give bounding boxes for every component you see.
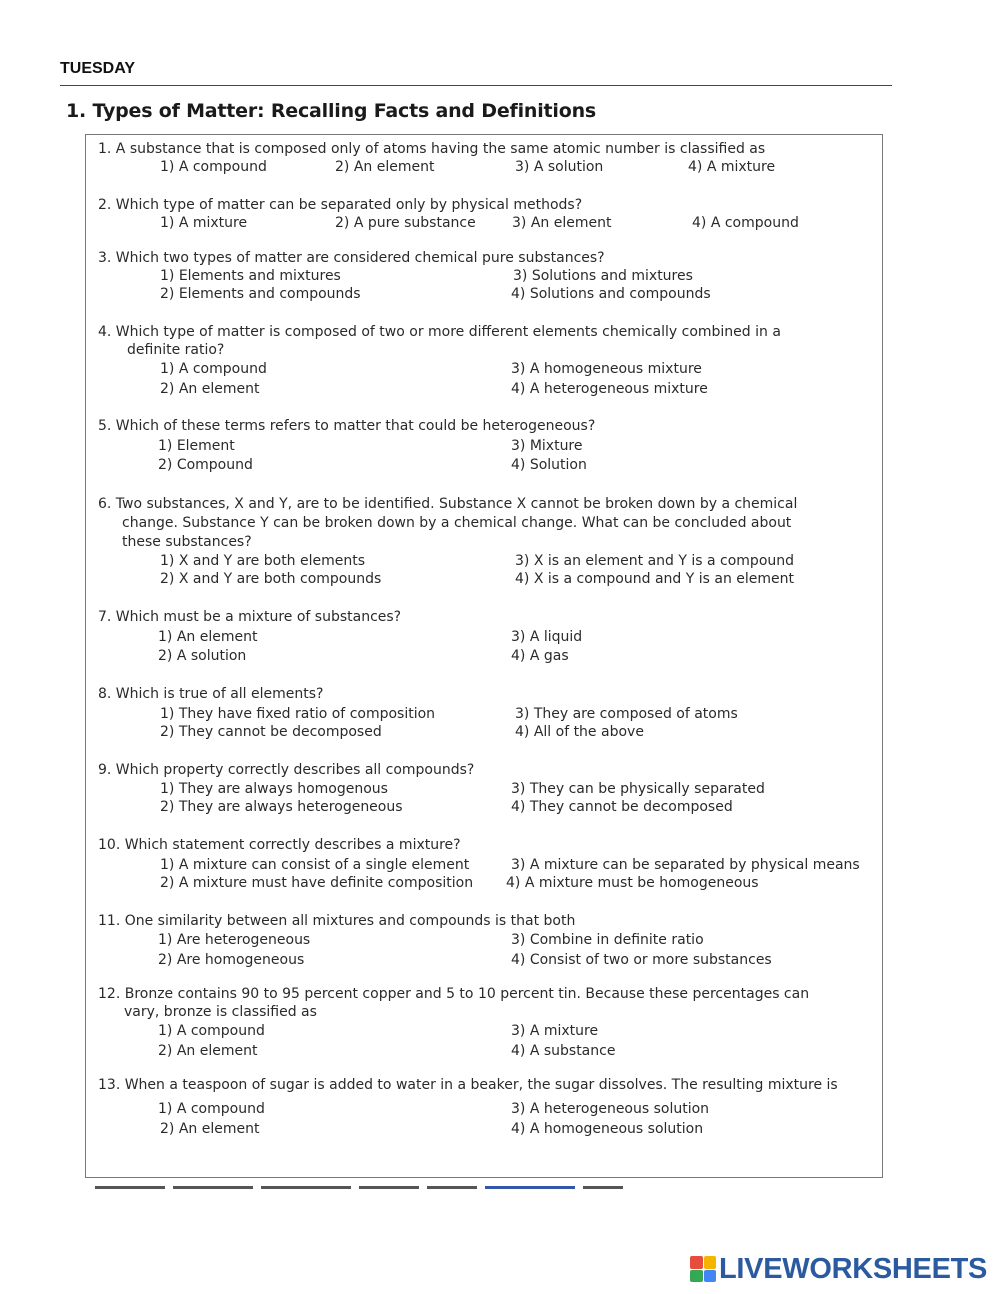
liveworksheets-brand[interactable]	[690, 1254, 987, 1284]
question-9: 9. Which property correctly describes all compounds?	[98, 762, 475, 778]
q11-option-4[interactable]: 4) Consist of two or more substances	[511, 952, 772, 968]
q12-option-2[interactable]: 2) An element	[158, 1043, 258, 1059]
q3-option-3[interactable]: 3) Solutions and mixtures	[513, 268, 693, 284]
q11-option-1[interactable]: 1) Are heterogeneous	[158, 932, 311, 948]
q10-option-1[interactable]: 1) A mixture can consist of a single element	[160, 857, 470, 873]
q12-option-3[interactable]: 3) A mixture	[511, 1023, 599, 1039]
q2-option-2[interactable]: 2) A pure substance	[335, 215, 476, 231]
question-10: 10. Which statement correctly describes a mixture?	[98, 837, 461, 853]
q2-option-3[interactable]: 3) An element	[512, 215, 612, 231]
q4-option-4[interactable]: 4) A heterogeneous mixture	[511, 381, 708, 397]
q12-option-4[interactable]: 4) A substance	[511, 1043, 616, 1059]
q9-option-1[interactable]: 1) They are always homogenous	[160, 781, 388, 797]
question-4-line-2: definite ratio?	[127, 342, 225, 358]
q6-option-3[interactable]: 3) X is an element and Y is a compound	[515, 553, 795, 569]
q7-option-2[interactable]: 2) A solution	[158, 648, 247, 664]
q5-option-2[interactable]: 2) Compound	[158, 457, 253, 473]
question-6-line-3: these substances?	[122, 534, 252, 550]
q6-option-2[interactable]: 2) X and Y are both compounds	[160, 571, 382, 587]
question-8: 8. Which is true of all elements?	[98, 686, 324, 702]
q5-option-4[interactable]: 4) Solution	[511, 457, 587, 473]
q7-option-3[interactable]: 3) A liquid	[511, 629, 583, 645]
question-7: 7. Which must be a mixture of substances?	[98, 609, 402, 625]
question-11: 11. One similarity between all mixtures and compounds is that both	[98, 913, 576, 929]
question-6: 6. Two substances, X and Y, are to be identified. Substance X cannot be broken down by a chemical	[98, 496, 798, 512]
q1-option-3[interactable]: 3) A solution	[515, 159, 604, 175]
q9-option-4[interactable]: 4) They cannot be decomposed	[511, 799, 733, 815]
question-3: 3. Which two types of matter are considered chemical pure substances?	[98, 250, 605, 266]
header-divider	[60, 85, 892, 86]
q11-option-3[interactable]: 3) Combine in definite ratio	[511, 932, 704, 948]
q13-option-4[interactable]: 4) A homogeneous solution	[511, 1121, 704, 1137]
q6-option-1[interactable]: 1) X and Y are both elements	[160, 553, 366, 569]
question-5: 5. Which of these terms refers to matter that could be heterogeneous?	[98, 418, 596, 434]
question-12: 12. Bronze contains 90 to 95 percent copper and 5 to 10 percent tin. Because these percentages can	[98, 986, 810, 1002]
q1-option-2[interactable]: 2) An element	[335, 159, 435, 175]
q2-option-4[interactable]: 4) A compound	[692, 215, 799, 231]
q13-option-1[interactable]: 1) A compound	[158, 1101, 265, 1117]
question-2: 2. Which type of matter can be separated only by physical methods?	[98, 197, 583, 213]
q7-option-1[interactable]: 1) An element	[158, 629, 258, 645]
q7-option-4[interactable]: 4) A gas	[511, 648, 569, 664]
q2-option-1[interactable]: 1) A mixture	[160, 215, 248, 231]
q3-option-1[interactable]: 1) Elements and mixtures	[160, 268, 341, 284]
question-1: 1. A substance that is composed only of atoms having the same atomic number is classified as	[98, 141, 766, 157]
day-heading: TUESDAY	[60, 60, 135, 77]
q1-option-4[interactable]: 4) A mixture	[688, 159, 776, 175]
q12-option-1[interactable]: 1) A compound	[158, 1023, 265, 1039]
q8-option-2[interactable]: 2) They cannot be decomposed	[160, 724, 382, 740]
question-4: 4. Which type of matter is composed of two or more different elements chemically combined in a	[98, 324, 781, 340]
q3-option-4[interactable]: 4) Solutions and compounds	[511, 286, 711, 302]
question-13: 13. When a teaspoon of sugar is added to water in a beaker, the sugar dissolves. The resulting mixture is	[98, 1077, 838, 1093]
q9-option-2[interactable]: 2) They are always heterogeneous	[160, 799, 403, 815]
q4-option-2[interactable]: 2) An element	[160, 381, 260, 397]
brand-name: LIVEWORKSHEETS	[719, 1252, 988, 1285]
cropped-footer-line	[95, 1186, 855, 1191]
q8-option-1[interactable]: 1) They have fixed ratio of composition	[160, 706, 436, 722]
q6-option-4[interactable]: 4) X is a compound and Y is an element	[515, 571, 795, 587]
q10-option-3[interactable]: 3) A mixture can be separated by physical means	[511, 857, 860, 873]
liveworksheets-logo-icon	[690, 1256, 716, 1282]
q4-option-3[interactable]: 3) A homogeneous mixture	[511, 361, 702, 377]
q8-option-4[interactable]: 4) All of the above	[515, 724, 644, 740]
q13-option-2[interactable]: 2) An element	[160, 1121, 260, 1137]
question-12-line-2: vary, bronze is classified as	[124, 1004, 317, 1020]
section-title: 1. Types of Matter: Recalling Facts and Definitions	[66, 100, 597, 122]
q5-option-1[interactable]: 1) Element	[158, 438, 235, 454]
q10-option-2[interactable]: 2) A mixture must have definite composition	[160, 875, 474, 891]
q10-option-4[interactable]: 4) A mixture must be homogeneous	[506, 875, 759, 891]
q5-option-3[interactable]: 3) Mixture	[511, 438, 583, 454]
q11-option-2[interactable]: 2) Are homogeneous	[158, 952, 305, 968]
q1-option-1[interactable]: 1) A compound	[160, 159, 267, 175]
q9-option-3[interactable]: 3) They can be physically separated	[511, 781, 765, 797]
q4-option-1[interactable]: 1) A compound	[160, 361, 267, 377]
question-6-line-2: change. Substance Y can be broken down by a chemical change. What can be concluded about	[122, 515, 792, 531]
q3-option-2[interactable]: 2) Elements and compounds	[160, 286, 361, 302]
q13-option-3[interactable]: 3) A heterogeneous solution	[511, 1101, 710, 1117]
q8-option-3[interactable]: 3) They are composed of atoms	[515, 706, 738, 722]
